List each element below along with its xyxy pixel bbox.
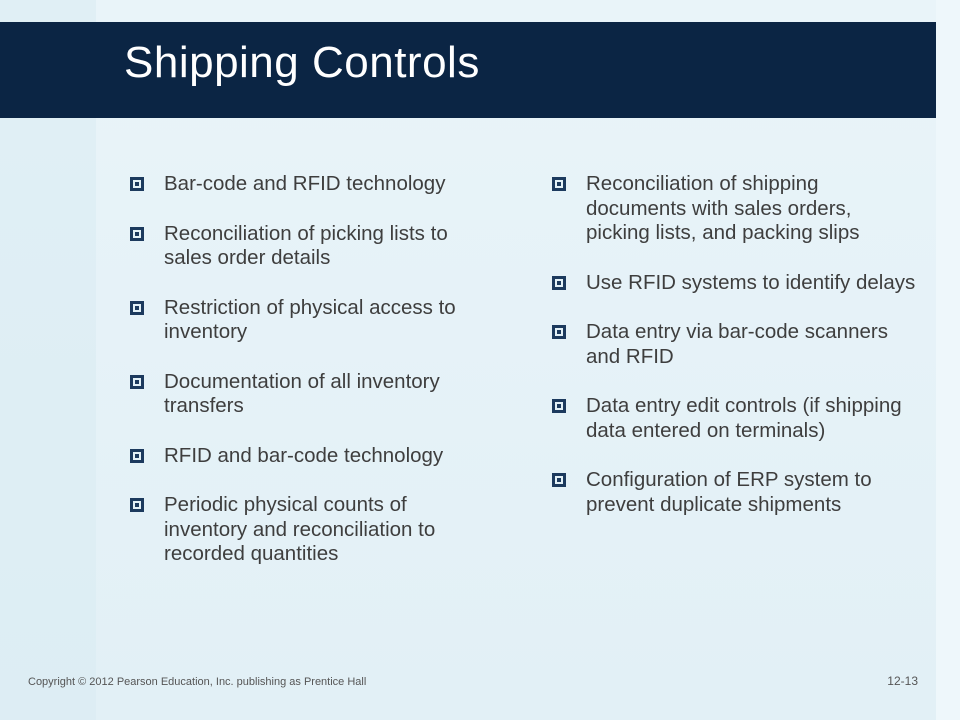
square-bullet-icon: [130, 177, 144, 191]
bullet-item: [126, 222, 486, 271]
bullet-text: Restriction of physical access to inventory: [164, 295, 456, 343]
square-bullet-icon: [130, 449, 144, 463]
left-bullet-list: [126, 172, 486, 592]
bullet-item: [548, 468, 918, 517]
bullet-item: [548, 172, 918, 246]
square-bullet-icon: [130, 301, 144, 315]
bullet-text: Documentation of all inventory transfers: [164, 369, 440, 417]
square-bullet-icon: [130, 498, 144, 512]
slide-number: 12-13: [887, 674, 918, 688]
square-bullet-icon: [552, 399, 566, 413]
bullet-text: Data entry via bar-code scanners and RFID: [586, 320, 888, 368]
bullet-text: Data entry edit controls (if shipping data entered on terminals): [586, 394, 902, 442]
slide-title: Shipping Controls: [124, 38, 480, 87]
bullet-item: [548, 394, 918, 443]
square-bullet-icon: [552, 177, 566, 191]
bullet-text: Reconciliation of picking lists to sales order details: [164, 221, 448, 269]
bullet-item: [126, 493, 486, 567]
bullet-text: Configuration of ERP system to prevent duplicate shipments: [586, 468, 872, 516]
bullet-text: Bar-code and RFID technology: [164, 172, 446, 195]
right-bullet-list: [548, 172, 918, 542]
bullet-text: Use RFID systems to identify delays: [586, 270, 916, 294]
bullet-item: [126, 444, 486, 469]
square-bullet-icon: [130, 375, 144, 389]
square-bullet-icon: [130, 227, 144, 241]
bullet-text: RFID and bar-code technology: [164, 443, 444, 467]
bullet-text: Reconciliation of shipping documents with sales orders, picking lists, and packing slips: [586, 172, 860, 244]
bullet-item: [126, 296, 486, 345]
square-bullet-icon: [552, 473, 566, 487]
bullet-text: Periodic physical counts of inventory and reconciliation to recorded quantities: [164, 493, 436, 565]
square-bullet-icon: [552, 276, 566, 290]
square-bullet-icon: [552, 325, 566, 339]
bullet-item: [548, 320, 918, 369]
bullet-item: [548, 271, 918, 296]
bullet-item: [126, 172, 486, 197]
bullet-item: [126, 370, 486, 419]
copyright-footer: Copyright © 2012 Pearson Education, Inc. publishing as Prentice Hall: [28, 676, 367, 688]
slide-frame-right: [936, 0, 960, 720]
